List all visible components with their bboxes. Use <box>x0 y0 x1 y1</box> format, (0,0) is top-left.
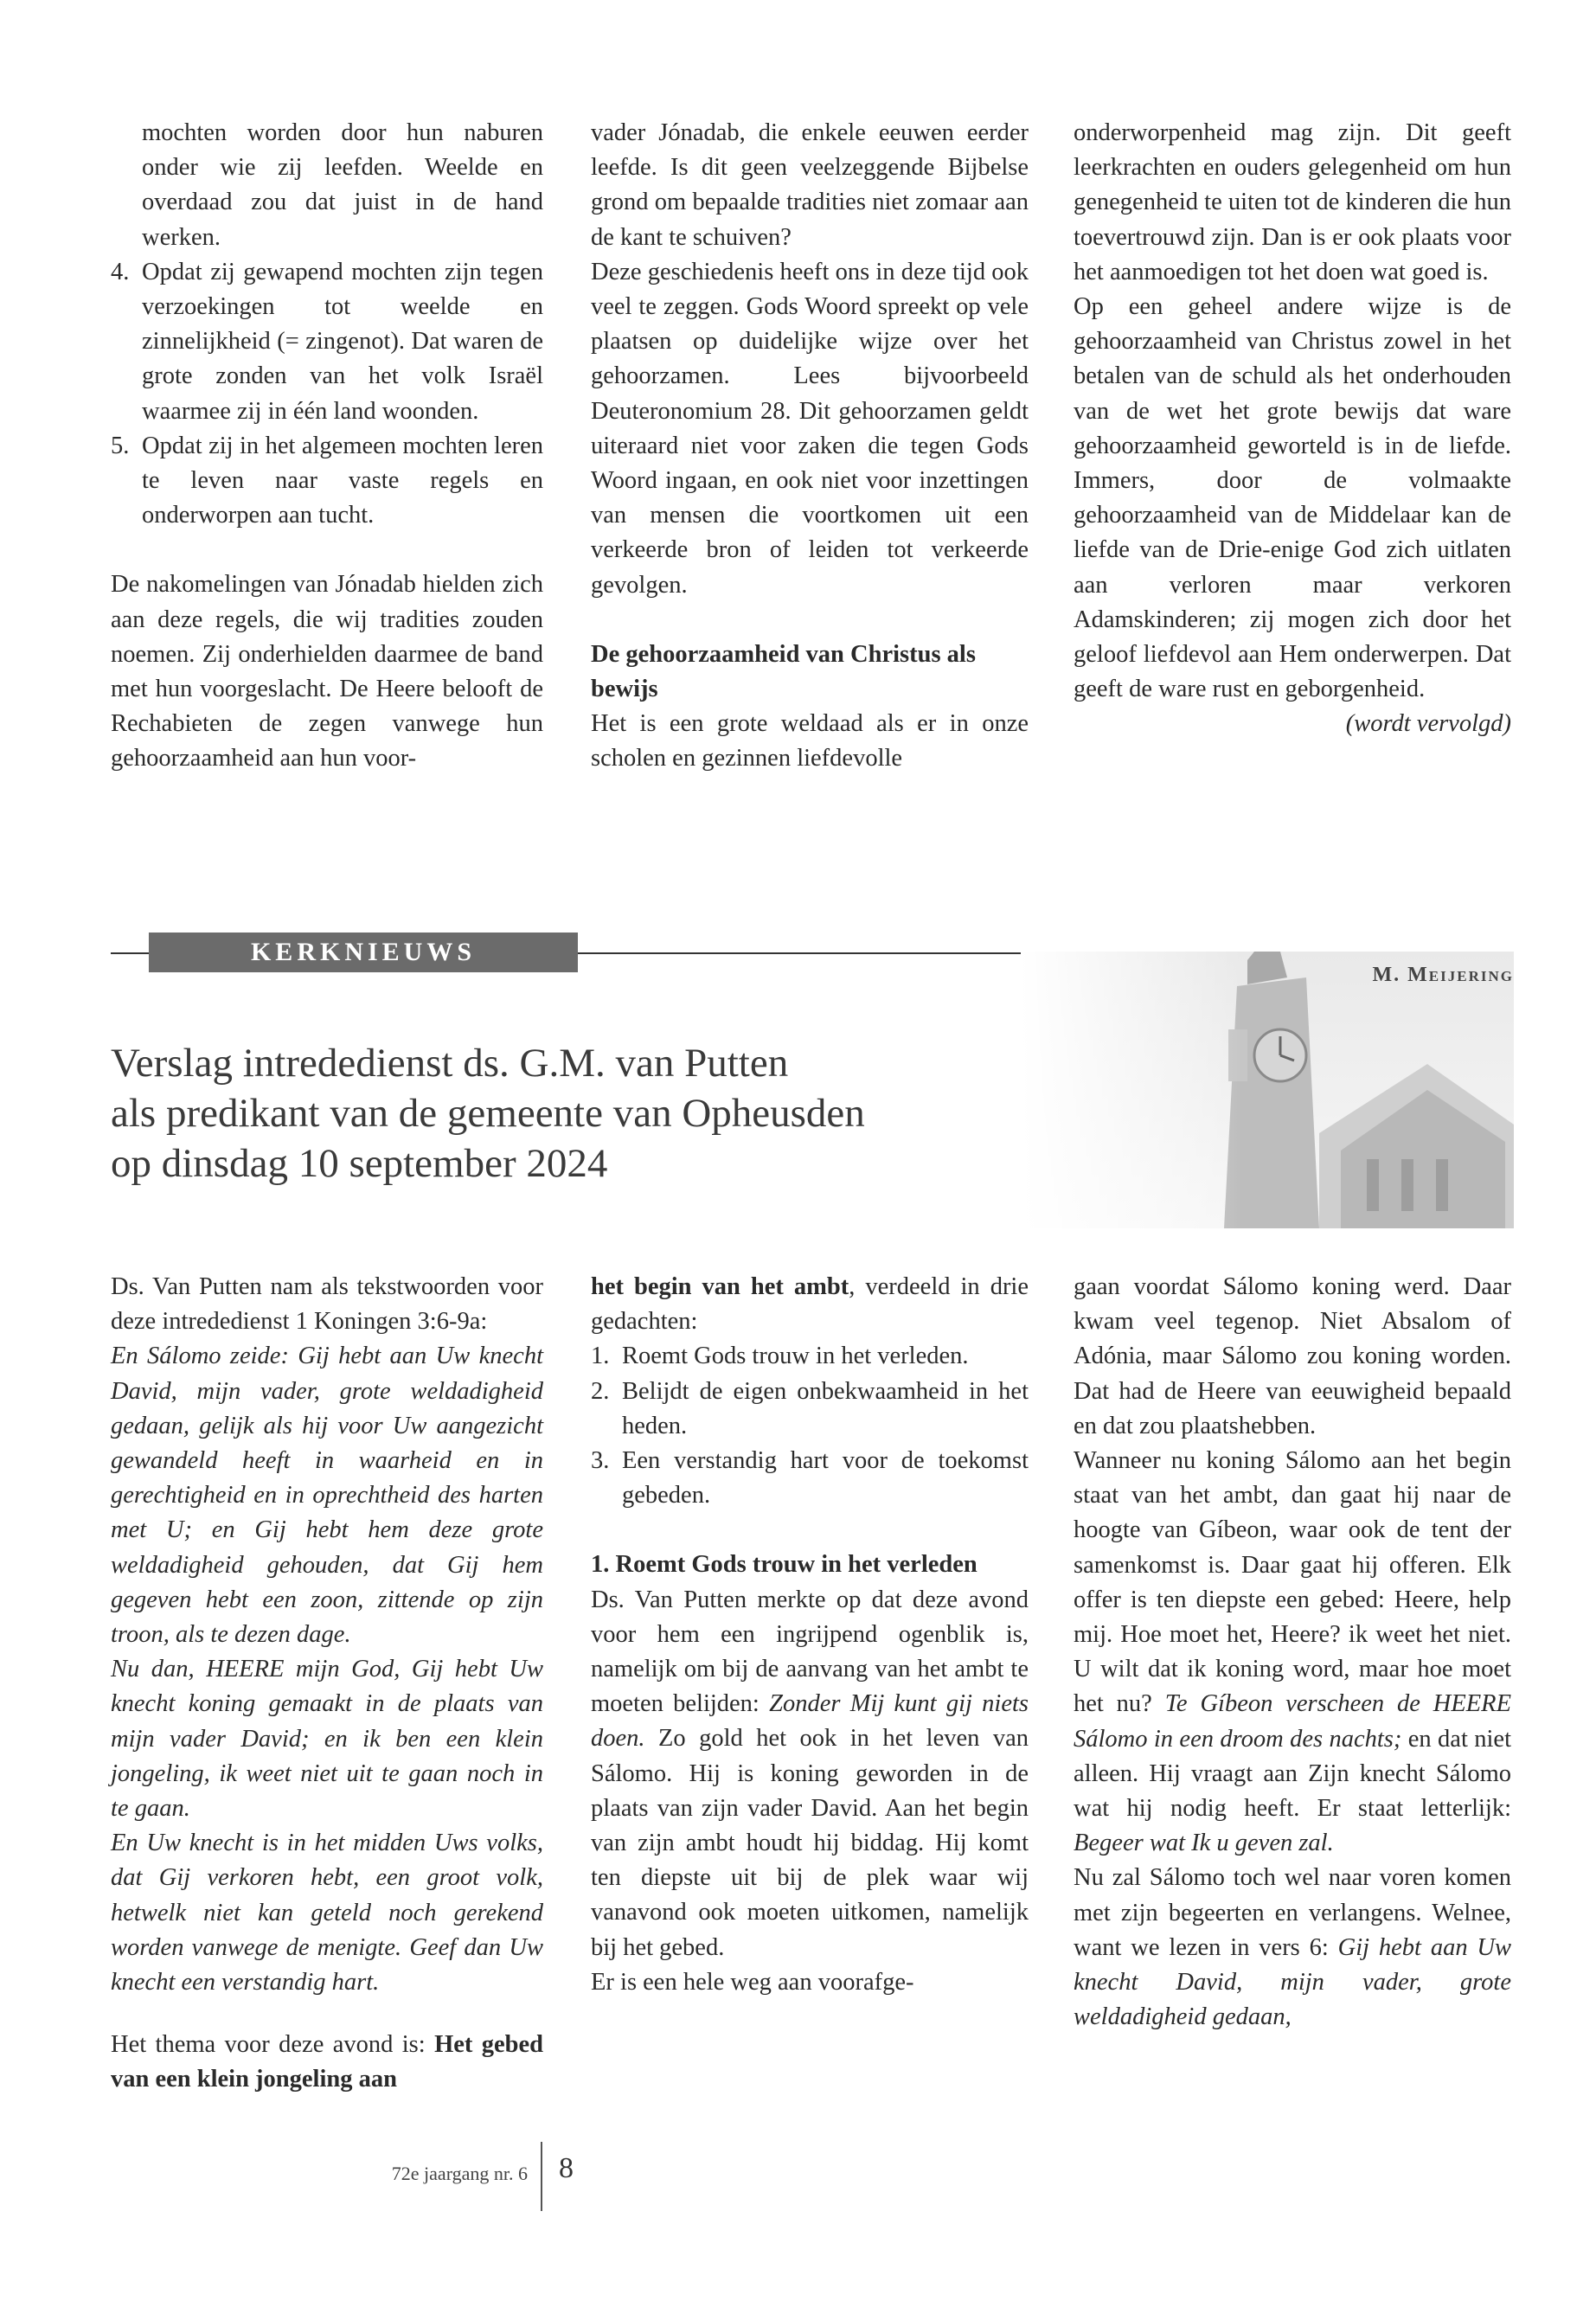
list-text: Opdat zij in het algemeen mochten leren te leven naar vaste regels en onderworpen aan tucht. <box>142 432 543 529</box>
text-run: Nu zal Sálomo toch wel naar voren komen met zijn begeerten en verlangens. Welnee, want we lezen in vers 6: <box>1074 1864 1511 1961</box>
list-number: 5. <box>111 432 130 459</box>
bot-col2-para-1 <box>591 1583 1029 1965</box>
list-text: Belijdt de eigen onbekwaamheid in het heden. <box>622 1377 1029 1439</box>
section-rule-left <box>111 952 149 954</box>
bottom-column-1 <box>111 1270 543 2098</box>
issue-info: 72e jaargang nr. 6 <box>391 2163 528 2184</box>
top-col3-para-0: onderworpenheid mag zijn. Dit geeft leerkrachten en ouders gelegenheid om hun genegenheid te uiten tot de kinderen die hun toevertrouwd zijn. Dan is er ook plaats voor het aanmoedigen tot het doen wat goed is. <box>1074 119 1511 285</box>
subheading: 1. Roemt Gods trouw in het verleden <box>591 1551 977 1579</box>
text-run: Ds. Van Putten merkte op dat deze avond voor hem een ingrijpend ogenblik is, namelijk om bij de aanvang van het ambt te moeten belijden: <box>591 1586 1029 1718</box>
list-number: 4. <box>111 258 130 285</box>
headline-line-3: op dinsdag 10 september 2024 <box>111 1141 608 1186</box>
top-column-3 <box>1074 116 1511 742</box>
headline-line-1: Verslag intrededienst ds. G.M. van Putten <box>111 1041 789 1086</box>
quote-run: Begeer wat Ik u geven zal. <box>1074 1830 1334 1857</box>
list-text: Roemt Gods trouw in het verleden. <box>622 1343 969 1370</box>
theme-title: Het gebed van een klein jongeling aan <box>111 2031 543 2093</box>
theme-continued <box>591 1270 1029 1339</box>
list-text: Opdat zij gewapend mochten zijn tegen verzoekingen tot weelde en zinnelijkheid (= zingenot). Dat waren de grote zonden van het volk Israël waarmee zij in één land woonden. <box>142 258 543 425</box>
point-1 <box>591 1339 1029 1374</box>
quote-run: Te Gíbeon verscheen de HEERE Sálomo in een droom des nachts; <box>1074 1690 1511 1753</box>
quote-run: Gij hebt aan Uw knecht David, mijn vader, grote weldadigheid gedaan, <box>1074 1933 1511 2031</box>
church-tower-image <box>1021 952 1514 1228</box>
bottom-column-2 <box>591 1270 1029 2000</box>
list-item-4 <box>111 255 543 429</box>
bot-col3-para-2 <box>1074 1861 1511 2035</box>
bottom-column-3 <box>1074 1270 1511 2035</box>
top-col2-para-2: Het is een grote weldaad als er in onze scholen en gezinnen liefdevolle <box>591 710 1029 772</box>
top-col1-para-1: De nakomelingen van Jónadab hielden zich aan deze regels, die wij tradities zouden noemen. Zij onderhielden daarmee de band met hun voorgeslacht. De Heere belooft de Rechabieten de zegen vanwege hun gehoorzaamheid aan hun voor- <box>111 571 543 772</box>
bot-col3-para-1 <box>1074 1444 1511 1861</box>
article-headline <box>111 1038 1062 1189</box>
list-number: 3. <box>591 1447 610 1475</box>
top-column-1 <box>111 116 543 777</box>
list-number: 1. <box>591 1343 610 1370</box>
text-run: en dat niet alleen. Hij vraagt aan Zijn knecht Sálomo wat hij nodig heeft. Er staat letterlijk: <box>1074 1725 1511 1823</box>
list-number: 2. <box>591 1377 610 1405</box>
top-col1-para-0: mochten worden door hun naburen onder wie zij leefden. Weelde en overdaad zou dat juist in de hand werken. <box>142 119 543 251</box>
top-col2-para-1: Deze geschiedenis heeft ons in deze tijd ook veel te zeggen. Gods Woord spreekt op vele plaatsen op duidelijke wijze over het gehoorzamen. Lees bijvoorbeeld Deuteronomium 28. Dit gehoorzamen geldt uiteraard niet voor zaken die tegen Gods Woord ingaan, en ook niet voor inzettingen van mensen die voortkomen uit een verkeerde bron of leiden tot verkeerde gevolgen. <box>591 258 1029 599</box>
bot-col3-para-0: gaan voordat Sálomo koning werd. Daar kwam veel tegenop. Niet Absalom of Adónia, maar Sálomo zou koning worden. Dat had de Heere van eeuwigheid bepaald en dat zou plaatshebben. <box>1074 1273 1511 1439</box>
theme-paragraph <box>111 2028 543 2097</box>
author-name: M. Meijering <box>1372 964 1514 986</box>
quote-run: Zonder Mij kunt gij niets doen. <box>591 1690 1029 1753</box>
section-label: KERKNIEUWS <box>149 933 578 972</box>
point-2 <box>591 1375 1029 1444</box>
point-3 <box>591 1444 1029 1513</box>
theme-division: , verdeeld in drie gedachten: <box>591 1273 1029 1336</box>
headline-line-2: als predikant van de gemeente van Opheusden <box>111 1091 865 1136</box>
bible-quote-2: Nu dan, HEERE mijn God, Gij hebt Uw knecht koning gemaakt in de plaats van mijn vader David; en ik ben een klein jongeling, ik weet niet uit te gaan noch in te gaan. <box>111 1656 543 1823</box>
list-item-5 <box>111 429 543 534</box>
bible-quote-3: En Uw knecht is in het midden Uws volks, dat Gij verkoren hebt, een groot volk, hetwelk niet kan geteld noch gerekend worden vanwege de menigte. Geef dan Uw knecht een verstandig hart. <box>111 1830 543 1997</box>
top-column-2 <box>591 116 1029 777</box>
bible-quote-1: En Sálomo zeide: Gij hebt aan Uw knecht David, mijn vader, grote weldadigheid gedaan, gelijk als hij voor Uw aangezicht gewandeld heeft in waarheid en in gerechtigheid en in oprechtheid des harten met U; en Gij hebt hem deze grote weldadigheid gehouden, dat Gij hem gegeven hebt een zoon, zittende op zijn troon, als te dezen dage. <box>111 1343 543 1649</box>
text-run: Zo gold het ook in het leven van Sálomo. Hij is koning geworden in de plaats van zijn vader David. Aan het begin van zijn ambt houdt hij biddag. Hij komt ten diepste uit bij de plek waar wij vanavond ook moeten uitkomen, namelijk bij het gebed. <box>591 1725 1029 1961</box>
list-text: Een verstandig hart voor de toekomst gebeden. <box>622 1447 1029 1509</box>
text-run: Wanneer nu koning Sálomo aan het begin staat van het ambt, dan gaat hij naar de hoogte van Gíbeon, waar ook de tent der samenkomst is. Daar gaat hij offeren. Elk offer is ten diepste een gebed: Heere, help mij. Hoe moet het, Heere? ik weet het niet. U wilt dat ik koning word, maar hoe moet het nu? <box>1074 1447 1511 1718</box>
footer-divider <box>541 2142 542 2211</box>
continued-note: (wordt vervolgd) <box>1345 710 1511 738</box>
bot-col2-para-2: Er is een hele weg aan voorafge- <box>591 1968 914 1996</box>
top-col2-para-0: vader Jónadab, die enkele eeuwen eerder leefde. Is dit geen veelzeggende Bijbelse grond om bepaalde tradities niet zomaar aan de kant te schuiven? <box>591 119 1029 251</box>
page-number: 8 <box>559 2152 574 2184</box>
top-col3-para-1: Op een geheel andere wijze is de gehoorzaamheid van Christus zowel in het betalen van de schuld als het onderhouden van de wet het grote bewijs dat ware gehoorzaamheid geworteld is in de liefde. Immers, door de volmaakte gehoorzaamheid van de Middelaar kan de liefde van de Drie-enige God zich uitlaten aan verloren maar verkoren Adamskinderen; zij mogen zich door het geloof liefdevol aan Hem onderwerpen. Dat geeft de ware rust en geborgenheid. <box>1074 293 1511 703</box>
theme-intro: Het thema voor deze avond is: <box>111 2031 435 2059</box>
subheading: De gehoorzaamheid van Christus als bewijs <box>591 640 976 703</box>
theme-title-end: het begin van het ambt <box>591 1273 849 1300</box>
bot-col1-para-0: Ds. Van Putten nam als tekstwoorden voor deze intrededienst 1 Koningen 3:6-9a: <box>111 1273 543 1336</box>
